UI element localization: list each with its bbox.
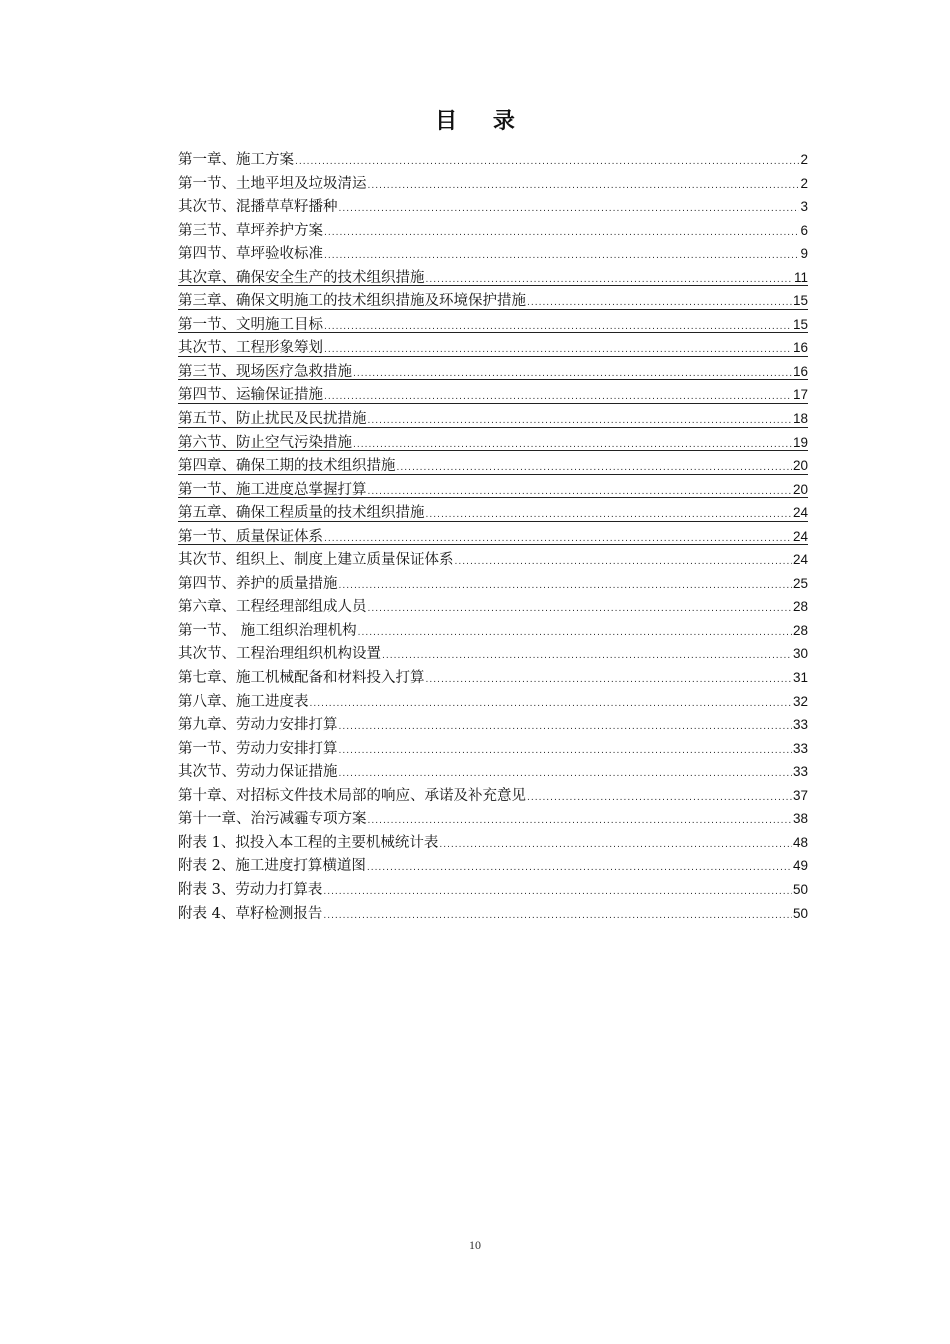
toc-entry[interactable] [178, 407, 808, 431]
toc-entry-label: 第一章、施工方案 [178, 152, 294, 168]
toc-entry[interactable] [178, 902, 808, 926]
toc-entry-page: 32 [792, 693, 808, 709]
toc-entry-page: 2 [800, 152, 808, 167]
toc-entry[interactable] [178, 148, 808, 172]
toc-entry[interactable] [178, 548, 808, 572]
toc-entry-page: 38 [792, 811, 808, 827]
page-number: 10 [469, 1238, 481, 1252]
toc-entry-page: 49 [792, 858, 808, 874]
toc-entry-label: 第一节、质量保证体系 [178, 528, 323, 545]
toc-entry-label: 其次节、混播草草籽播种 [178, 199, 338, 216]
toc-entry-page: 2 [800, 175, 808, 191]
toc-entry[interactable] [178, 336, 808, 360]
toc-entry-label: 第一节、文明施工目标 [178, 316, 323, 333]
toc-entry-page: 33 [792, 717, 808, 733]
toc-entry[interactable] [178, 642, 808, 666]
toc-entry-label: 第八章、施工进度表 [178, 693, 309, 710]
toc-entry-label: 第一节、土地平坦及垃圾清运 [178, 175, 367, 192]
toc-entry-page: 50 [792, 905, 808, 921]
toc-entry-page: 24 [792, 528, 808, 544]
toc-entry[interactable] [178, 737, 808, 761]
toc-entry-label: 第五节、防止扰民及民扰措施 [178, 411, 367, 428]
toc-entry-label: 附表 4、草籽检测报告 [178, 905, 323, 922]
toc-entry-page: 48 [792, 834, 808, 850]
toc-entry-label: 第六节、防止空气污染措施 [178, 434, 352, 451]
toc-entry[interactable] [178, 760, 808, 784]
toc-entry[interactable] [178, 289, 808, 313]
toc-entry-label: 第四章、确保工期的技术组织措施 [178, 458, 396, 475]
toc-entry-page: 50 [792, 881, 808, 897]
toc-entry-label: 第四节、运输保证措施 [178, 387, 323, 404]
toc-entry-page: 16 [792, 363, 808, 379]
toc-entry-page: 6 [800, 222, 808, 238]
toc-entry-page: 17 [792, 387, 808, 403]
toc-entry-label: 第十一章、治污减霾专项方案 [178, 811, 367, 828]
toc-entry[interactable] [178, 831, 808, 855]
toc-entry-label: 第九章、劳动力安排打算 [178, 717, 338, 734]
toc-entry-label: 第四节、草坪验收标准 [178, 246, 323, 263]
toc-entry[interactable] [178, 242, 808, 266]
toc-entry-page: 11 [793, 269, 808, 285]
toc-entry[interactable] [178, 360, 808, 384]
toc-entry[interactable] [178, 431, 808, 455]
toc-entry-label: 其次节、工程治理组织机构设置 [178, 646, 381, 663]
toc-entry[interactable] [178, 572, 808, 596]
toc-entry-label: 第三节、现场医疗急救措施 [178, 363, 352, 380]
toc-entry-page: 24 [792, 552, 808, 568]
toc-entry-page: 33 [792, 740, 808, 756]
toc-entry[interactable] [178, 878, 808, 902]
toc-entry-page: 28 [792, 599, 808, 615]
toc-entry[interactable] [178, 713, 808, 737]
toc-entry-page: 31 [792, 670, 808, 686]
table-of-contents [178, 148, 808, 925]
toc-entry[interactable] [178, 478, 808, 502]
toc-entry[interactable] [178, 619, 808, 643]
toc-entry[interactable] [178, 172, 808, 196]
toc-dot-leader [323, 905, 792, 929]
toc-entry[interactable] [178, 690, 808, 714]
toc-entry[interactable] [178, 454, 808, 478]
toc-entry[interactable] [178, 383, 808, 407]
toc-entry-label: 第四节、养护的质量措施 [178, 575, 338, 592]
toc-entry-label: 其次章、确保安全生产的技术组织措施 [178, 269, 425, 286]
toc-entry-page: 28 [792, 622, 808, 638]
toc-entry-page: 20 [792, 481, 808, 497]
toc-entry[interactable] [178, 666, 808, 690]
toc-title: 目 录 [435, 108, 529, 134]
toc-entry-label: 第一节、施工进度总掌握打算 [178, 481, 367, 498]
toc-entry-page: 19 [792, 434, 808, 450]
toc-entry-label: 其次节、组织上、制度上建立质量保证体系 [178, 552, 454, 569]
toc-entry-page: 20 [792, 458, 808, 474]
toc-entry-label: 第三节、草坪养护方案 [178, 222, 323, 239]
toc-entry[interactable] [178, 313, 808, 337]
toc-entry-page: 33 [792, 764, 808, 780]
toc-entry-label: 其次节、工程形象筹划 [178, 340, 323, 357]
toc-entry-label: 第五章、确保工程质量的技术组织措施 [178, 505, 425, 522]
toc-entry[interactable] [178, 784, 808, 808]
toc-entry[interactable] [178, 854, 808, 878]
toc-entry-label: 附表 3、劳动力打算表 [178, 881, 323, 898]
toc-entry-label: 第一节、劳动力安排打算 [178, 740, 338, 757]
toc-entry-page: 3 [800, 199, 808, 215]
toc-entry[interactable] [178, 595, 808, 619]
toc-entry-page: 15 [792, 316, 808, 332]
toc-entry-page: 15 [792, 293, 808, 309]
toc-entry-page: 25 [792, 575, 808, 591]
toc-entry-label: 第一节、 施工组织治理机构 [178, 622, 357, 639]
toc-entry-page: 16 [792, 340, 808, 356]
toc-entry-label: 第六章、工程经理部组成人员 [178, 599, 367, 616]
toc-entry-page: 9 [800, 246, 808, 262]
toc-entry-page: 18 [792, 411, 808, 427]
toc-entry[interactable] [178, 266, 808, 290]
toc-entry[interactable] [178, 525, 808, 549]
toc-entry[interactable] [178, 501, 808, 525]
toc-entry[interactable] [178, 195, 808, 219]
toc-entry-label: 附表 2、施工进度打算横道图 [178, 858, 366, 875]
toc-entry[interactable] [178, 807, 808, 831]
toc-entry[interactable] [178, 219, 808, 243]
toc-entry-page: 30 [792, 646, 808, 662]
toc-entry-label: 其次节、劳动力保证措施 [178, 764, 338, 781]
toc-entry-label: 附表 1、拟投入本工程的主要机械统计表 [178, 834, 439, 851]
toc-entry-label: 第三章、确保文明施工的技术组织措施及环境保护措施 [178, 293, 526, 310]
toc-entry-label: 第七章、施工机械配备和材料投入打算 [178, 670, 425, 687]
toc-entry-page: 37 [792, 787, 808, 803]
toc-entry-page: 24 [792, 505, 808, 521]
toc-entry-label: 第十章、对招标文件技术局部的响应、承诺及补充意见 [178, 787, 526, 804]
